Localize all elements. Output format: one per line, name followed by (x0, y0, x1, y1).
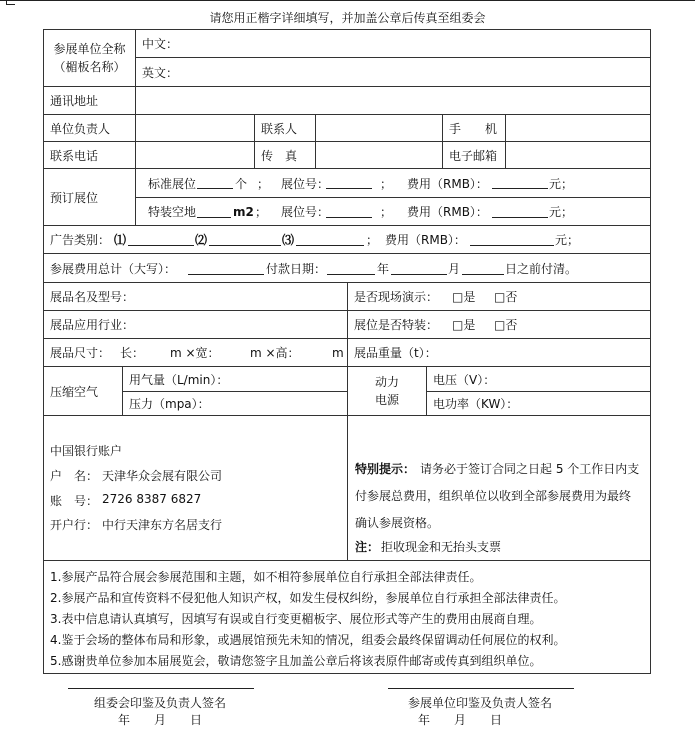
industry-label: 展品应用行业： (50, 318, 135, 332)
address-label-cell (43, 86, 136, 115)
email-label: 电子邮箱 (449, 148, 498, 163)
size-label: 展品尺寸： (50, 346, 111, 360)
exhibitor-signature-label: 参展单位印鉴及负责人签名 (407, 696, 552, 710)
form-instruction: 请您用正楷字详细填写，并加盖公章后传真至组委会 (209, 11, 486, 25)
unit-m2-label: m2 (233, 204, 254, 219)
bank-branch: 中行天津东方名居支行 (102, 518, 223, 532)
standard-booth-no-blank[interactable] (326, 176, 372, 189)
exhibitor-cn-field[interactable] (135, 29, 651, 58)
standard-booth-no-label: 展位号： (281, 176, 330, 191)
exhibitor-signature-line[interactable] (388, 688, 574, 689)
voltage-field[interactable] (426, 366, 651, 392)
notice-tip-label: 特别提示： (355, 462, 416, 476)
power-label-cell (347, 366, 427, 416)
air-label: 压缩空气 (50, 384, 99, 399)
advert-option-3: ⑶ (282, 233, 295, 247)
bank-account-label: 账 号： (50, 494, 99, 508)
contact-person-label: 联系人 (261, 121, 298, 136)
yuan-label: 元； (555, 233, 580, 247)
exhibitor-name-label: 参展单位全称 (53, 42, 126, 56)
total-fee-label: 参展费用总计（大写）： (50, 261, 177, 276)
raw-space-label: 特装空地 (148, 205, 197, 219)
note-text: 拒收现金和无抬头支票 (381, 540, 502, 554)
special-yes-checkbox[interactable]: □是 (452, 318, 476, 332)
standard-count-blank[interactable] (197, 176, 233, 189)
booking-label-cell (43, 168, 136, 226)
fax-label-cell (254, 141, 316, 169)
standard-booth-label: 标准展位 (148, 176, 197, 191)
semicolon-sep: ； (366, 233, 379, 247)
exhibitor-en-field[interactable] (135, 57, 651, 87)
product-weight-field[interactable] (347, 338, 651, 367)
power-rating-field[interactable] (426, 391, 651, 416)
phone-label-cell (43, 141, 136, 169)
standard-booth-row[interactable] (135, 168, 651, 198)
total-fee-blank[interactable] (188, 262, 264, 275)
terms-cell (43, 560, 651, 674)
raw-space-row[interactable] (135, 197, 651, 226)
top-border-line (0, 0, 695, 1)
pay-date-label: 付款日期： (266, 261, 327, 276)
bank-account-number: 2726 8387 6827 (102, 492, 202, 506)
bank-title: 中国银行账户 (50, 444, 123, 458)
standard-fee-label: 费用（RMB）： (407, 176, 488, 191)
phone-field[interactable] (135, 141, 255, 169)
meter-unit: m (332, 345, 344, 360)
voltage-label: 电压（V）： (433, 372, 496, 387)
pay-month-blank[interactable] (391, 262, 447, 275)
length-label: 长： (120, 346, 145, 360)
advert-option-1-blank[interactable] (128, 233, 194, 246)
term-item: 1.参展产品符合展会参展范围和主题，如不相符参展单位自行承担全部法律责任。 (50, 570, 482, 584)
total-fee-row[interactable] (43, 253, 651, 283)
mobile-label: 手 机 (449, 121, 498, 136)
standard-fee-blank[interactable] (492, 176, 548, 189)
note-label: 注： (355, 540, 380, 554)
special-notice-cell (347, 415, 651, 561)
width-label: m ×宽： (170, 346, 220, 360)
air-pressure-label: 压力（mpa）： (129, 397, 210, 411)
email-field[interactable] (505, 141, 651, 169)
product-name-label: 展品名及型号： (50, 290, 135, 304)
contact-person-label-cell (254, 114, 316, 142)
contact-person-field[interactable] (315, 114, 443, 142)
advert-option-2: ⑵ (195, 233, 208, 247)
phone-label: 联系电话 (50, 148, 99, 163)
yuan-label: 元； (549, 176, 574, 191)
raw-space-area-blank[interactable] (197, 205, 231, 218)
notice-tip-line1: 请务必于签订合同之日起 5 个工作日内支 (420, 462, 640, 476)
unit-ge-label: 个 (235, 176, 248, 191)
fax-label: 传 真 (261, 148, 298, 163)
demo-choice-cell[interactable] (347, 282, 651, 311)
address-label: 通讯地址 (50, 94, 99, 108)
pay-year-blank[interactable] (327, 262, 375, 275)
mobile-label-cell (442, 114, 506, 142)
term-item: 4.鉴于会场的整体布局和形象，或遇展馆预先未知的情况，组委会最终保留调动任何展位的权利。 (50, 633, 566, 647)
air-label-cell (43, 366, 123, 416)
corner-mark (6, 0, 15, 5)
demo-yes-checkbox[interactable]: □是 (452, 290, 476, 304)
raw-booth-no-blank[interactable] (326, 205, 372, 218)
bank-account-cell (43, 415, 348, 561)
semicolon-sep: ； (257, 176, 270, 191)
raw-booth-no-label: 展位号： (281, 205, 330, 219)
term-item: 2.参展产品和宣传资料不侵犯他人知识产权，如发生侵权纠纷，参展单位自行承担全部法律责任。 (50, 591, 566, 605)
demo-no-checkbox[interactable]: □否 (494, 290, 518, 304)
advert-option-3-blank[interactable] (296, 233, 364, 246)
advert-fee-blank[interactable] (470, 233, 554, 246)
exhibitor-name-label-cell (43, 29, 136, 87)
organizer-date: 年 月 日 (117, 713, 202, 727)
semicolon-sep: ； (255, 205, 268, 219)
year-label: 年 (377, 261, 390, 276)
address-field[interactable] (135, 86, 651, 115)
term-item: 3.表中信息请认真填写，因填写有误或自行变更楣板字、展位形式等产生的费用由展商自理。 (50, 612, 542, 626)
power-rating-label: 电功率（KW）： (433, 397, 519, 411)
email-label-cell (442, 141, 506, 169)
registration-form (44, 30, 651, 680)
organizer-signature-line[interactable] (68, 688, 254, 689)
booking-label: 预订展位 (50, 190, 99, 205)
weight-label: 展品重量（t）： (354, 346, 437, 360)
industry-field[interactable] (43, 310, 348, 339)
advert-option-1: ⑴ (114, 233, 127, 247)
power-label-line1: 动力 (374, 375, 399, 389)
pay-day-blank[interactable] (462, 262, 504, 275)
month-label: 月 (448, 261, 461, 276)
air-flow-field[interactable] (122, 366, 348, 392)
bank-branch-label: 开户行： (50, 518, 99, 532)
power-label-line2: 电源 (374, 393, 399, 407)
advert-option-2-blank[interactable] (209, 233, 281, 246)
pay-deadline-suffix: 日之前付清。 (505, 261, 578, 276)
leader-label: 单位负责人 (50, 121, 111, 136)
advert-fee-label: 费用（RMB）： (385, 233, 466, 247)
yuan-label: 元； (549, 205, 574, 219)
special-no-checkbox[interactable]: □否 (494, 318, 518, 332)
notice-tip-line3: 确认参展资格。 (355, 516, 440, 530)
cn-label: 中文： (142, 37, 179, 51)
semicolon-sep: ； (380, 205, 393, 219)
raw-fee-blank[interactable] (492, 205, 548, 218)
exhibitor-date: 年 月 日 (417, 713, 502, 727)
semicolon-sep: ； (380, 176, 393, 191)
air-flow-label: 用气量（L/min）： (129, 372, 229, 387)
special-booth-choice-cell[interactable] (347, 310, 651, 339)
bank-name: 天津华众会展有限公司 (102, 469, 223, 483)
height-label: m ×高： (250, 346, 300, 360)
leader-field[interactable] (135, 114, 255, 142)
product-name-field[interactable] (43, 282, 348, 311)
fax-field[interactable] (315, 141, 443, 169)
special-booth-label: 展位是否特装： (354, 318, 439, 332)
bank-name-label: 户 名： (50, 469, 99, 483)
notice-tip-line2: 付参展总费用，组织单位以收到全部参展费用为最终 (355, 489, 632, 503)
mobile-field[interactable] (505, 114, 651, 142)
product-size-field[interactable] (43, 338, 348, 367)
raw-fee-label: 费用（RMB）： (407, 205, 488, 219)
advert-row[interactable] (43, 225, 651, 254)
demo-label: 是否现场演示： (354, 290, 439, 304)
advert-type-label: 广告类别： (50, 233, 111, 247)
exhibitor-name-sublabel: （楣板名称） (53, 60, 126, 74)
organizer-signature-label: 组委会印鉴及负责人签名 (93, 696, 226, 710)
en-label: 英文： (142, 65, 179, 80)
air-pressure-field[interactable] (122, 391, 348, 416)
term-item: 5.感谢贵单位参加本届展览会，敬请您签字且加盖公章后将该表原件邮寄或传真到组织单位。 (50, 654, 542, 668)
leader-label-cell (43, 114, 136, 142)
